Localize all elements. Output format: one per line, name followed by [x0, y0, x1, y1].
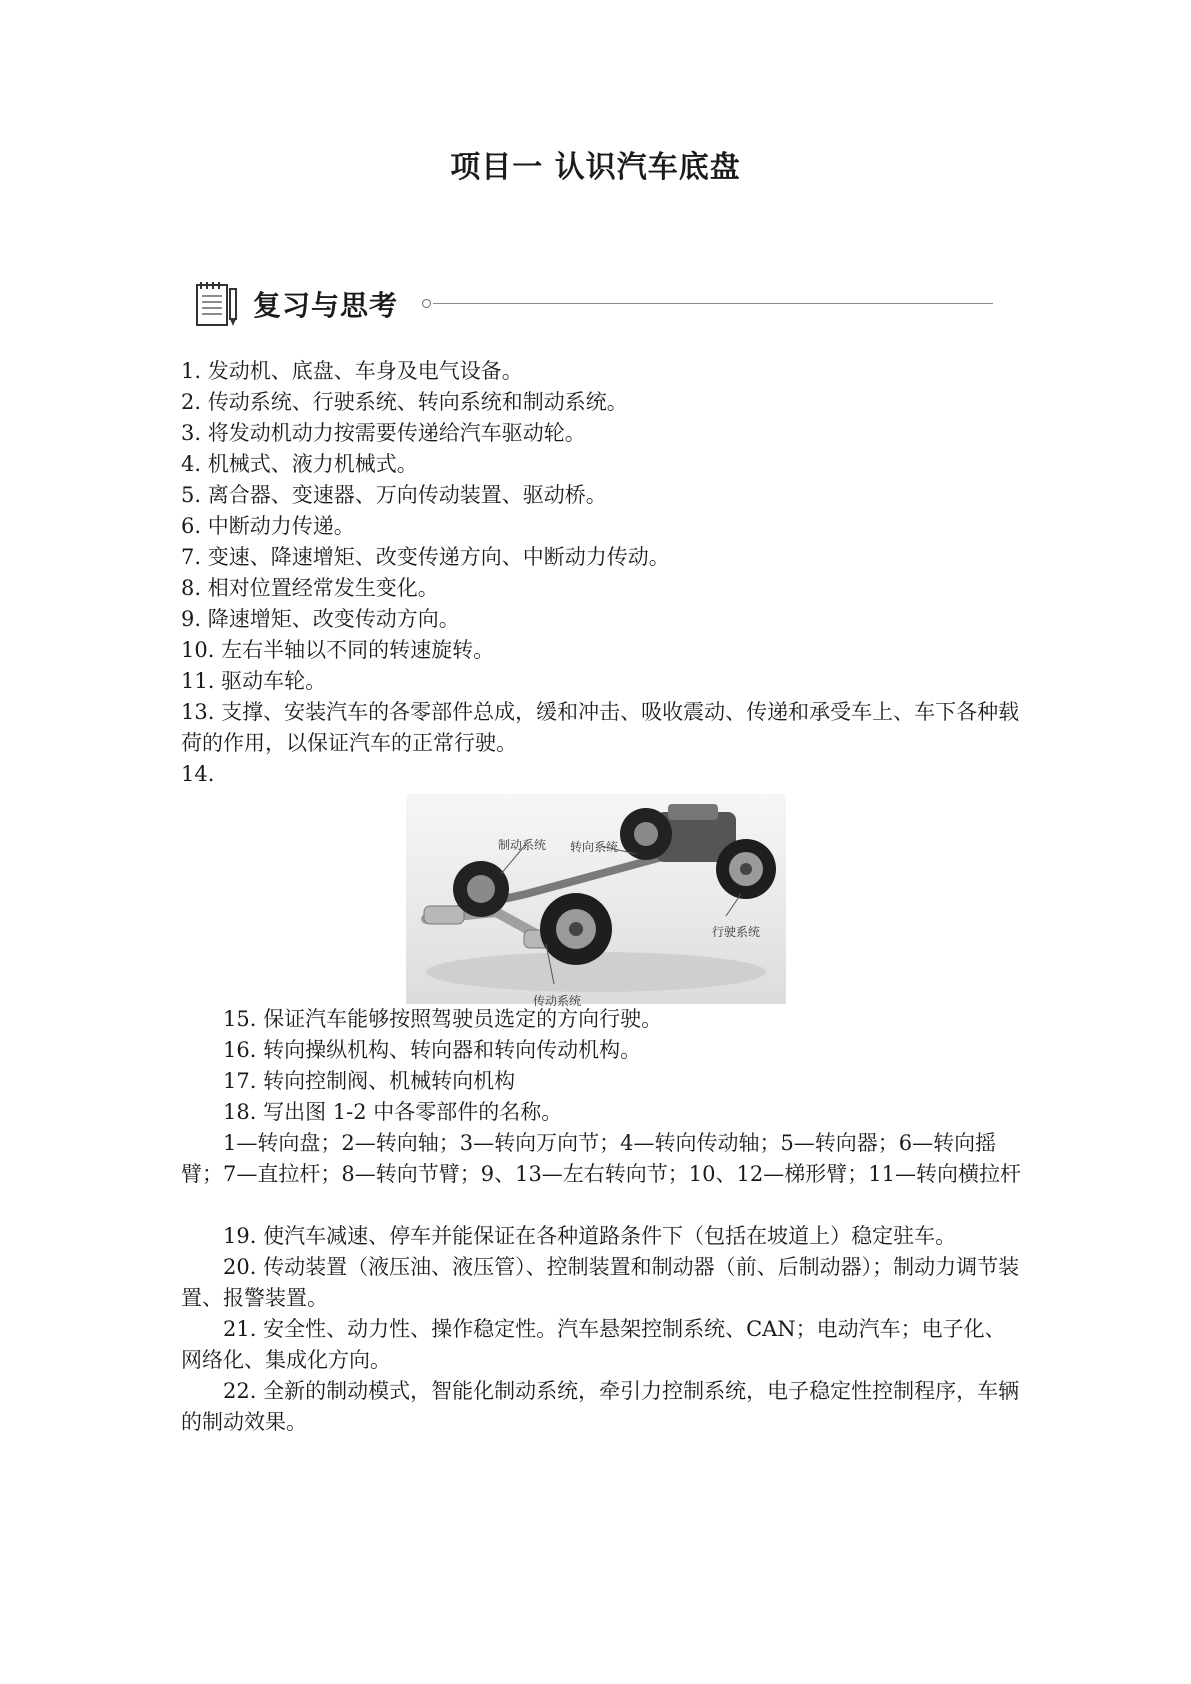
answer-18: 18. 写出图 1-2 中各零部件的名称。 — [223, 1100, 563, 1124]
answer-22: 22. 全新的制动模式，智能化制动系统，牵引力控制系统，电子稳定性控制程序，车辆的制动效果。 — [181, 1379, 1020, 1434]
answer-21: 21. 安全性、动力性、操作稳定性。汽车悬架控制系统、CAN；电动汽车；电子化、网络化、集成化方向。 — [181, 1317, 1006, 1372]
answer-11: 11. 驱动车轮。 — [181, 669, 327, 693]
section-header — [193, 275, 993, 335]
answer-6: 6. 中断动力传递。 — [181, 514, 355, 538]
answer-2: 2. 传动系统、行驶系统、转向系统和制动系统。 — [181, 390, 628, 414]
chassis-figure — [406, 794, 786, 1008]
answer-19: 19. 使汽车减速、停车并能保证在各种道路条件下（包括在坡道上）稳定驻车。 — [223, 1224, 957, 1248]
answer-17: 17. 转向控制阀、机械转向机构 — [223, 1069, 516, 1093]
answer-16: 16. 转向操纵机构、转向器和转向传动机构。 — [223, 1038, 642, 1062]
header-dot — [422, 299, 431, 308]
answer-10: 10. 左右半轴以不同的转速旋转。 — [181, 638, 495, 662]
label-drive-system: 传动系统 — [533, 994, 582, 1008]
answer-5: 5. 离合器、变速器、万向传动装置、驱动桥。 — [181, 483, 607, 507]
answer-7: 7. 变速、降速增矩、改变传递方向、中断动力传动。 — [181, 545, 670, 569]
header-rule — [433, 303, 993, 304]
answer-13: 13. 支撑、安装汽车的各零部件总成，缓和冲击、吸收震动、传递和承受车上、车下各种载荷的作用，以保证汽车的正常行驶。 — [181, 700, 1020, 755]
answer-list — [181, 356, 1021, 1438]
label-brake-system: 制动系统 — [498, 838, 547, 852]
answer-3: 3. 将发动机动力按需要传递给汽车驱动轮。 — [181, 421, 586, 445]
answer-8: 8. 相对位置经常发生变化。 — [181, 576, 439, 600]
label-steering-system: 转向系统 — [570, 840, 619, 854]
answer-14: 14. — [181, 762, 215, 786]
section-title: 复习与思考 — [253, 289, 399, 322]
answer-20: 20. 传动装置（液压油、液压管）、控制装置和制动器（前、后制动器）；制动力调节装置、报警装置。 — [181, 1255, 1020, 1310]
notebook-pencil-icon — [193, 279, 243, 329]
page-title: 项目一 认识汽车底盘 — [450, 150, 741, 185]
answer-1: 1. 发动机、底盘、车身及电气设备。 — [181, 359, 523, 383]
chassis-illustration — [406, 794, 786, 1004]
answer-18-detail: 1—转向盘；2—转向轴；3—转向万向节；4—转向传动轴；5—转向器；6—转向摇臂；7—直拉杆；8—转向节臂；9、13—左右转向节；10、12—梯形臂；11—转向横拉杆 — [181, 1131, 1021, 1186]
answer-15: 15. 保证汽车能够按照驾驶员选定的方向行驶。 — [223, 1007, 663, 1031]
answer-9: 9. 降速增矩、改变传动方向。 — [181, 607, 460, 631]
label-running-system: 行驶系统 — [712, 925, 761, 939]
answer-4: 4. 机械式、液力机械式。 — [181, 452, 418, 476]
